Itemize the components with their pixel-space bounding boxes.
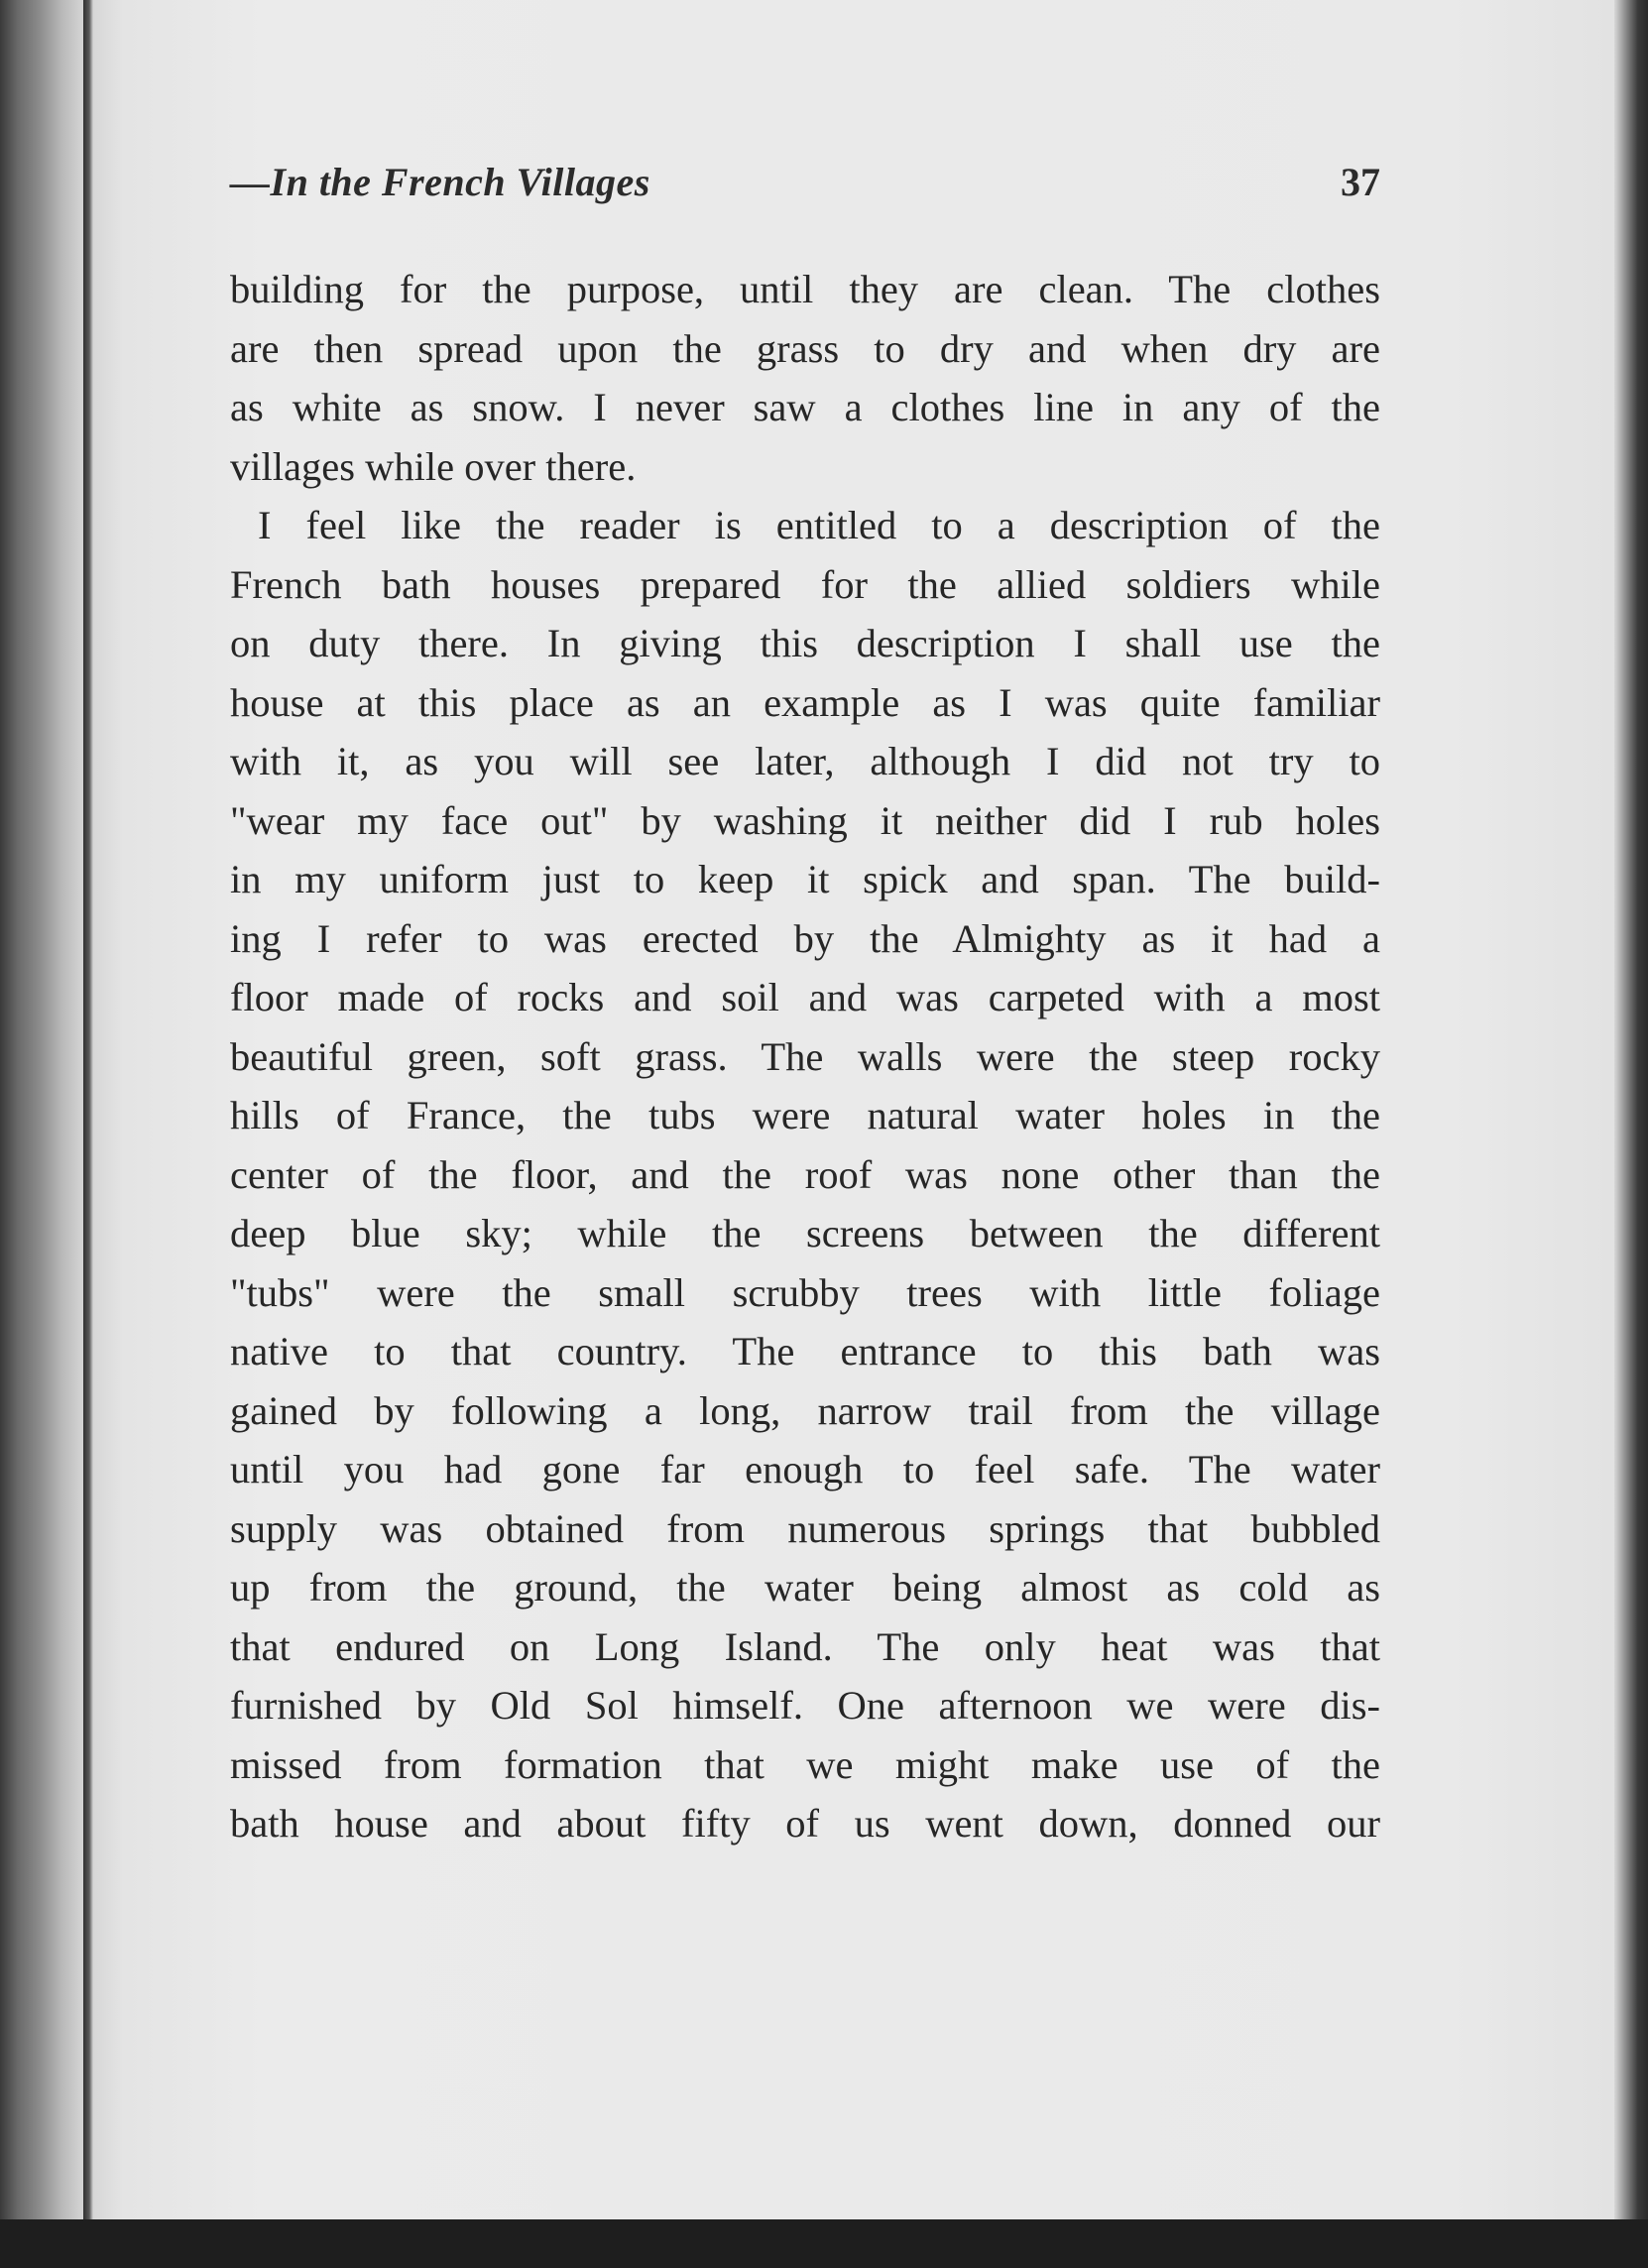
text-line: "wear my face out" by washing it neither did I rub holes: [230, 797, 1380, 843]
text-line: "tubs" were the small scrubby trees with little foliage: [230, 1269, 1380, 1315]
running-title: —In the French Villages: [230, 160, 650, 204]
text-line: furnished by Old Sol himself. One afternoon we were dis-: [230, 1683, 1380, 1728]
page-number: 37: [1341, 160, 1380, 204]
text-line: that endured on Long Island. The only heat was that: [230, 1623, 1380, 1669]
body-text: [230, 260, 1380, 1853]
text-line: gained by following a long, narrow trail from the village: [230, 1387, 1380, 1433]
scan-bottom-border: [0, 2219, 1648, 2268]
text-line: beautiful green, soft grass. The walls were the steep rocky: [230, 1033, 1380, 1079]
text-line: ing I refer to was erected by the Almighty as it had a: [230, 915, 1380, 961]
text-line: deep blue sky; while the screens between the different: [230, 1211, 1380, 1255]
text-line: as white as snow. I never saw a clothes line in any of the: [230, 385, 1380, 429]
text-line: until you had gone far enough to feel safe. The water: [230, 1447, 1380, 1492]
text-line: in my uniform just to keep it spick and span. The build-: [230, 857, 1380, 901]
text-line: bath house and about fifty of us went down, donned our: [230, 1801, 1380, 1846]
text-line: villages while over there.: [230, 443, 637, 489]
text-line: are then spread upon the grass to dry and when dry are: [230, 325, 1380, 371]
text-line: on duty there. In giving this description I shall use the: [230, 621, 1380, 665]
text-line: floor made of rocks and soil and was carpeted with a most: [230, 975, 1380, 1019]
text-line: house at this place as an example as I was quite familiar: [230, 679, 1380, 725]
page-header: [230, 159, 1380, 218]
gutter-shadow: [83, 0, 93, 2231]
text-line: I feel like the reader is entitled to a description of the: [258, 503, 1380, 547]
text-line: hills of France, the tubs were natural water holes in the: [230, 1093, 1380, 1137]
book-spine: [0, 0, 79, 2268]
text-line: building for the purpose, until they are clean. The clothes: [230, 267, 1380, 311]
text-line: missed from formation that we might make use of the: [230, 1741, 1380, 1787]
page-edge: [1614, 0, 1648, 2268]
text-line: with it, as you will see later, although I did not try to: [230, 739, 1380, 783]
text-line: supply was obtained from numerous springs that bubbled: [230, 1505, 1380, 1551]
text-line: French bath houses prepared for the allied soldiers while: [230, 561, 1380, 607]
text-line: up from the ground, the water being almost as cold as: [230, 1565, 1380, 1610]
text-line: native to that country. The entrance to this bath was: [230, 1329, 1380, 1373]
text-line: center of the floor, and the roof was none other than the: [230, 1151, 1380, 1197]
